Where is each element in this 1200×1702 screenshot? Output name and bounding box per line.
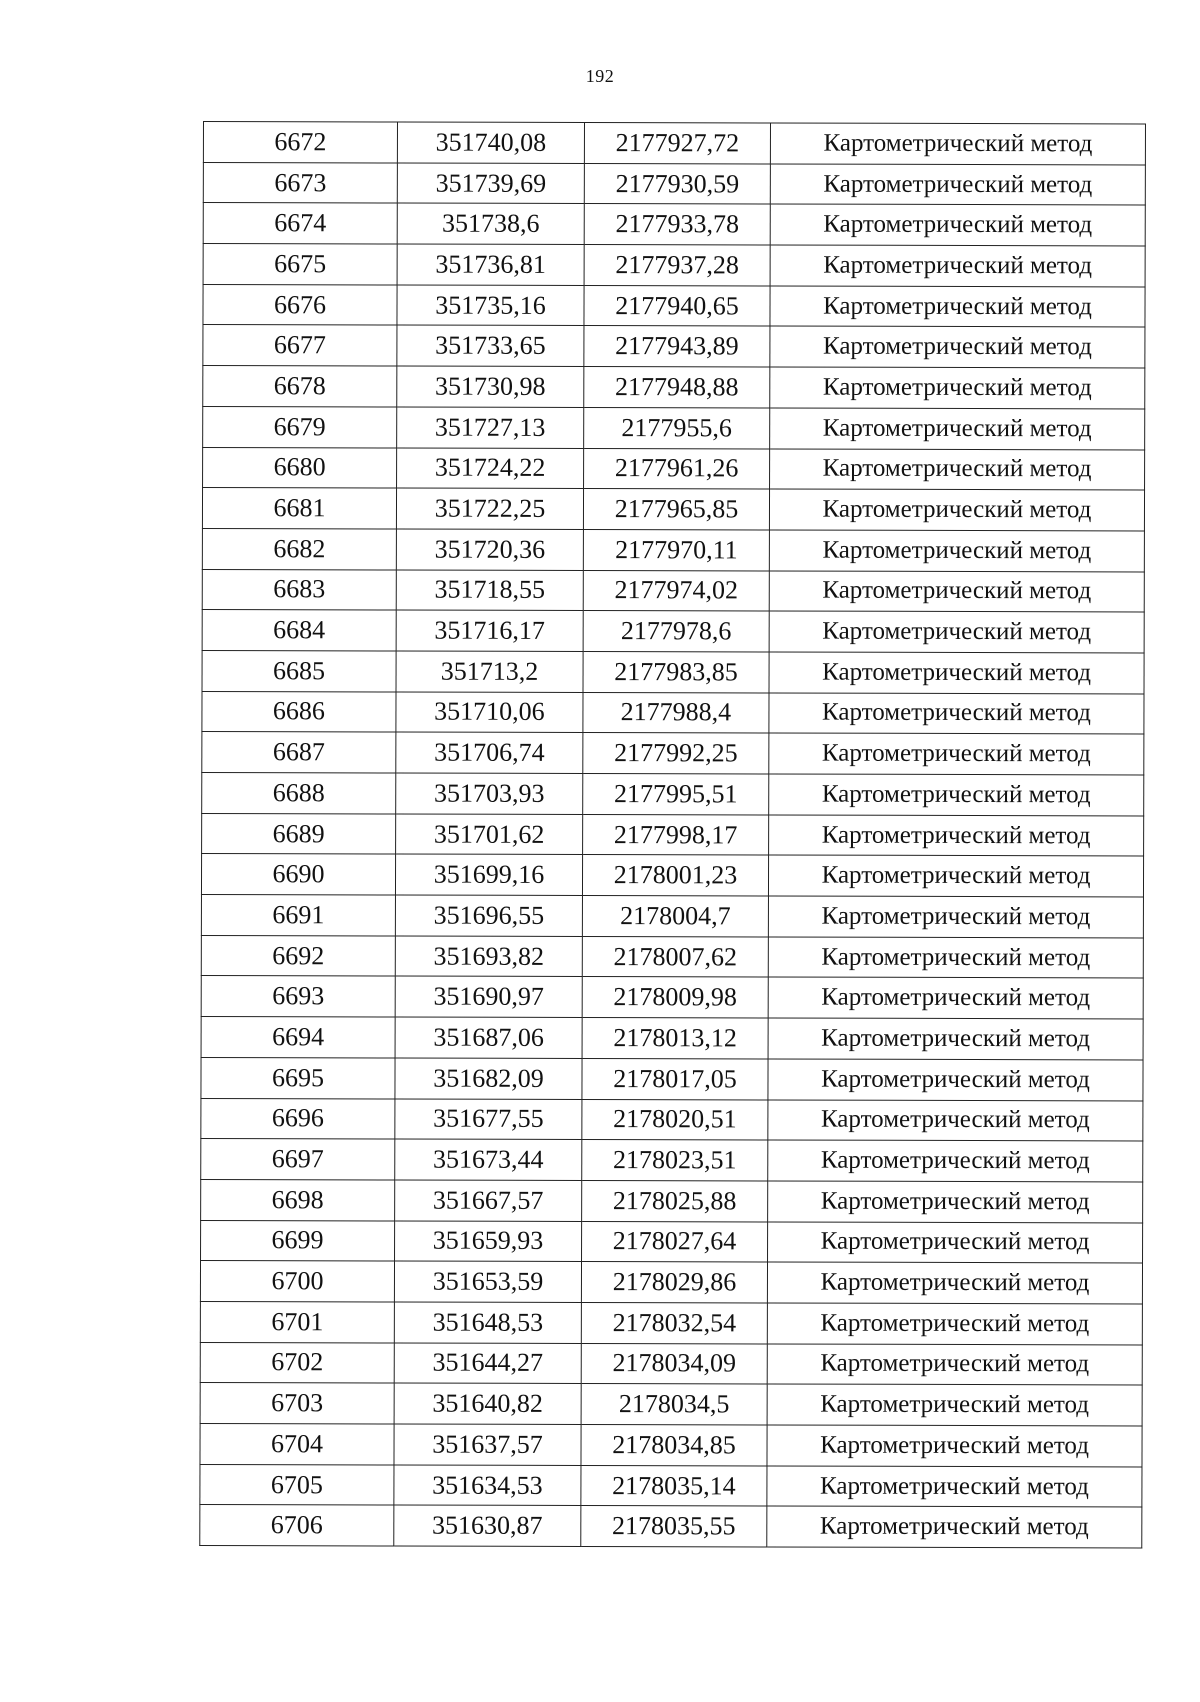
x-coordinate-cell: 351736,81 <box>397 244 584 285</box>
point-number-cell: 6673 <box>203 162 397 203</box>
point-number-cell: 6700 <box>200 1261 394 1302</box>
table-row <box>203 122 1145 165</box>
y-coordinate-cell: 2178027,64 <box>582 1221 768 1262</box>
x-coordinate-cell: 351667,57 <box>395 1180 582 1221</box>
method-cell: Картометрический метод <box>768 855 1143 897</box>
point-number-cell: 6699 <box>201 1220 395 1261</box>
x-coordinate-cell: 351644,27 <box>394 1343 581 1384</box>
method-cell: Картометрический метод <box>768 1099 1143 1141</box>
table-row <box>203 366 1145 409</box>
point-number-cell: 6702 <box>200 1342 394 1383</box>
y-coordinate-cell: 2178025,88 <box>582 1180 768 1221</box>
method-cell: Картометрический метод <box>767 1425 1142 1467</box>
y-coordinate-cell: 2177930,59 <box>584 163 770 204</box>
method-cell: Картометрический метод <box>767 1466 1142 1508</box>
point-number-cell: 6682 <box>202 528 396 569</box>
method-cell: Картометрический метод <box>770 164 1145 206</box>
y-coordinate-cell: 2178007,62 <box>582 936 768 977</box>
point-number-cell: 6694 <box>201 1017 395 1058</box>
y-coordinate-cell: 2178020,51 <box>582 1099 768 1140</box>
table-row <box>201 1017 1143 1060</box>
point-number-cell: 6685 <box>202 650 396 691</box>
table-row <box>200 1342 1142 1385</box>
method-cell: Картометрический метод <box>769 652 1144 694</box>
table-row <box>202 691 1144 734</box>
table-row <box>203 203 1145 246</box>
point-number-cell: 6678 <box>203 366 397 407</box>
table-row <box>200 1505 1142 1548</box>
coordinates-table <box>199 121 1146 1549</box>
method-cell: Картометрический метод <box>770 123 1145 165</box>
x-coordinate-cell: 351739,69 <box>397 163 584 204</box>
x-coordinate-cell: 351733,65 <box>397 325 584 366</box>
y-coordinate-cell: 2178001,23 <box>582 855 768 896</box>
method-cell: Картометрический метод <box>767 1262 1142 1304</box>
point-number-cell: 6684 <box>202 610 396 651</box>
table-row <box>200 1301 1142 1344</box>
x-coordinate-cell: 351637,57 <box>394 1424 581 1465</box>
point-number-cell: 6689 <box>202 813 396 854</box>
point-number-cell: 6688 <box>202 772 396 813</box>
x-coordinate-cell: 351682,09 <box>395 1058 582 1099</box>
table-row <box>202 610 1144 653</box>
x-coordinate-cell: 351693,82 <box>395 936 582 977</box>
table-row <box>201 1057 1143 1100</box>
table-row <box>201 1179 1143 1222</box>
y-coordinate-cell: 2177988,4 <box>583 692 769 733</box>
method-cell: Картометрический метод <box>769 489 1144 531</box>
point-number-cell: 6687 <box>202 732 396 773</box>
y-coordinate-cell: 2177955,6 <box>584 407 770 448</box>
x-coordinate-cell: 351730,98 <box>397 366 584 407</box>
point-number-cell: 6676 <box>203 284 397 325</box>
method-cell: Картометрический метод <box>770 204 1145 246</box>
method-cell: Картометрический метод <box>769 571 1144 613</box>
x-coordinate-cell: 351659,93 <box>395 1221 582 1262</box>
method-cell: Картометрический метод <box>767 1506 1142 1548</box>
x-coordinate-cell: 351696,55 <box>395 895 582 936</box>
method-cell: Картометрический метод <box>769 530 1144 572</box>
method-cell: Картометрический метод <box>768 896 1143 938</box>
y-coordinate-cell: 2177992,25 <box>583 733 769 774</box>
point-number-cell: 6691 <box>201 895 395 936</box>
table-row <box>201 1139 1143 1182</box>
x-coordinate-cell: 351703,93 <box>396 773 583 814</box>
method-cell: Картометрический метод <box>770 367 1145 409</box>
x-coordinate-cell: 351677,55 <box>395 1099 582 1140</box>
method-cell: Картометрический метод <box>768 1059 1143 1101</box>
x-coordinate-cell: 351699,16 <box>395 854 582 895</box>
point-number-cell: 6706 <box>200 1505 394 1546</box>
y-coordinate-cell: 2177937,28 <box>584 245 770 286</box>
point-number-cell: 6679 <box>203 406 397 447</box>
y-coordinate-cell: 2177948,88 <box>584 367 770 408</box>
x-coordinate-cell: 351640,82 <box>394 1383 581 1424</box>
method-cell: Картометрический метод <box>769 693 1144 735</box>
x-coordinate-cell: 351687,06 <box>395 1017 582 1058</box>
point-number-cell: 6692 <box>201 935 395 976</box>
point-number-cell: 6696 <box>201 1098 395 1139</box>
method-cell: Картометрический метод <box>768 977 1143 1019</box>
y-coordinate-cell: 2177983,85 <box>583 651 769 692</box>
table-row <box>203 162 1145 205</box>
table-row <box>201 976 1143 1019</box>
table-row <box>202 732 1144 775</box>
x-coordinate-cell: 351713,2 <box>396 651 583 692</box>
x-coordinate-cell: 351634,53 <box>394 1465 581 1506</box>
y-coordinate-cell: 2178009,98 <box>582 977 768 1018</box>
x-coordinate-cell: 351630,87 <box>394 1505 581 1546</box>
table-row <box>201 895 1143 938</box>
y-coordinate-cell: 2178035,14 <box>581 1465 767 1506</box>
point-number-cell: 6674 <box>203 203 397 244</box>
table-row <box>202 650 1144 693</box>
method-cell: Картометрический метод <box>768 937 1143 979</box>
table-row <box>201 1098 1143 1141</box>
coordinates-table-body <box>200 122 1146 1549</box>
x-coordinate-cell: 351653,59 <box>394 1261 581 1302</box>
y-coordinate-cell: 2178032,54 <box>581 1302 767 1343</box>
method-cell: Картометрический метод <box>768 1140 1143 1182</box>
y-coordinate-cell: 2178013,12 <box>582 1018 768 1059</box>
y-coordinate-cell: 2177978,6 <box>583 611 769 652</box>
method-cell: Картометрический метод <box>769 815 1144 857</box>
x-coordinate-cell: 351727,13 <box>397 407 584 448</box>
y-coordinate-cell: 2177998,17 <box>583 814 769 855</box>
y-coordinate-cell: 2177970,11 <box>583 529 769 570</box>
table-row <box>203 284 1145 327</box>
point-number-cell: 6697 <box>201 1139 395 1180</box>
x-coordinate-cell: 351706,74 <box>396 732 583 773</box>
point-number-cell: 6675 <box>203 244 397 285</box>
method-cell: Картометрический метод <box>768 1018 1143 1060</box>
x-coordinate-cell: 351722,25 <box>396 488 583 529</box>
point-number-cell: 6677 <box>203 325 397 366</box>
point-number-cell: 6701 <box>200 1301 394 1342</box>
point-number-cell: 6680 <box>203 447 397 488</box>
x-coordinate-cell: 351716,17 <box>396 610 583 651</box>
table-row <box>201 1220 1143 1263</box>
y-coordinate-cell: 2177961,26 <box>584 448 770 489</box>
x-coordinate-cell: 351740,08 <box>397 122 584 163</box>
table-row <box>200 1464 1142 1507</box>
x-coordinate-cell: 351720,36 <box>396 529 583 570</box>
method-cell: Картометрический метод <box>770 326 1145 368</box>
point-number-cell: 6704 <box>200 1423 394 1464</box>
point-number-cell: 6690 <box>201 854 395 895</box>
table-row <box>201 935 1143 978</box>
point-number-cell: 6683 <box>202 569 396 610</box>
table-row <box>202 488 1144 531</box>
x-coordinate-cell: 351735,16 <box>397 285 584 326</box>
point-number-cell: 6703 <box>200 1383 394 1424</box>
table-row <box>203 406 1145 449</box>
x-coordinate-cell: 351648,53 <box>394 1302 581 1343</box>
y-coordinate-cell: 2178034,85 <box>581 1424 767 1465</box>
table-row <box>202 569 1144 612</box>
method-cell: Картометрический метод <box>769 774 1144 816</box>
table-row <box>200 1383 1142 1426</box>
x-coordinate-cell: 351710,06 <box>396 692 583 733</box>
table-row <box>202 772 1144 815</box>
table-row <box>202 528 1144 571</box>
point-number-cell: 6686 <box>202 691 396 732</box>
y-coordinate-cell: 2178017,05 <box>582 1058 768 1099</box>
y-coordinate-cell: 2177965,85 <box>583 489 769 530</box>
method-cell: Картометрический метод <box>770 245 1145 287</box>
method-cell: Картометрический метод <box>770 408 1145 450</box>
y-coordinate-cell: 2177933,78 <box>584 204 770 245</box>
point-number-cell: 6672 <box>203 122 397 163</box>
point-number-cell: 6681 <box>202 488 396 529</box>
x-coordinate-cell: 351673,44 <box>395 1139 582 1180</box>
point-number-cell: 6693 <box>201 976 395 1017</box>
page-number: 192 <box>585 66 615 86</box>
table-row <box>202 813 1144 856</box>
point-number-cell: 6705 <box>200 1464 394 1505</box>
x-coordinate-cell: 351701,62 <box>396 814 583 855</box>
y-coordinate-cell: 2178034,09 <box>581 1343 767 1384</box>
x-coordinate-cell: 351738,6 <box>397 203 584 244</box>
y-coordinate-cell: 2178023,51 <box>582 1140 768 1181</box>
point-number-cell: 6695 <box>201 1057 395 1098</box>
y-coordinate-cell: 2177943,89 <box>584 326 770 367</box>
y-coordinate-cell: 2178035,55 <box>581 1506 767 1547</box>
method-cell: Картометрический метод <box>767 1303 1142 1345</box>
point-number-cell: 6698 <box>201 1179 395 1220</box>
x-coordinate-cell: 351724,22 <box>397 448 584 489</box>
table-row <box>201 854 1143 897</box>
method-cell: Картометрический метод <box>768 1222 1143 1264</box>
x-coordinate-cell: 351690,97 <box>395 976 582 1017</box>
y-coordinate-cell: 2178029,86 <box>581 1262 767 1303</box>
y-coordinate-cell: 2177940,65 <box>584 285 770 326</box>
y-coordinate-cell: 2177995,51 <box>583 773 769 814</box>
method-cell: Картометрический метод <box>770 448 1145 490</box>
method-cell: Картометрический метод <box>770 286 1145 328</box>
table-row <box>203 325 1145 368</box>
y-coordinate-cell: 2177974,02 <box>583 570 769 611</box>
table-row <box>200 1423 1142 1466</box>
table-row <box>200 1261 1142 1304</box>
x-coordinate-cell: 351718,55 <box>396 570 583 611</box>
y-coordinate-cell: 2177927,72 <box>584 122 770 163</box>
method-cell: Картометрический метод <box>768 1181 1143 1223</box>
method-cell: Картометрический метод <box>769 611 1144 653</box>
method-cell: Картометрический метод <box>767 1384 1142 1426</box>
method-cell: Картометрический метод <box>767 1344 1142 1386</box>
y-coordinate-cell: 2178034,5 <box>581 1384 767 1425</box>
method-cell: Картометрический метод <box>769 733 1144 775</box>
table-row <box>203 244 1145 287</box>
y-coordinate-cell: 2178004,7 <box>582 896 768 937</box>
table-row <box>203 447 1145 490</box>
